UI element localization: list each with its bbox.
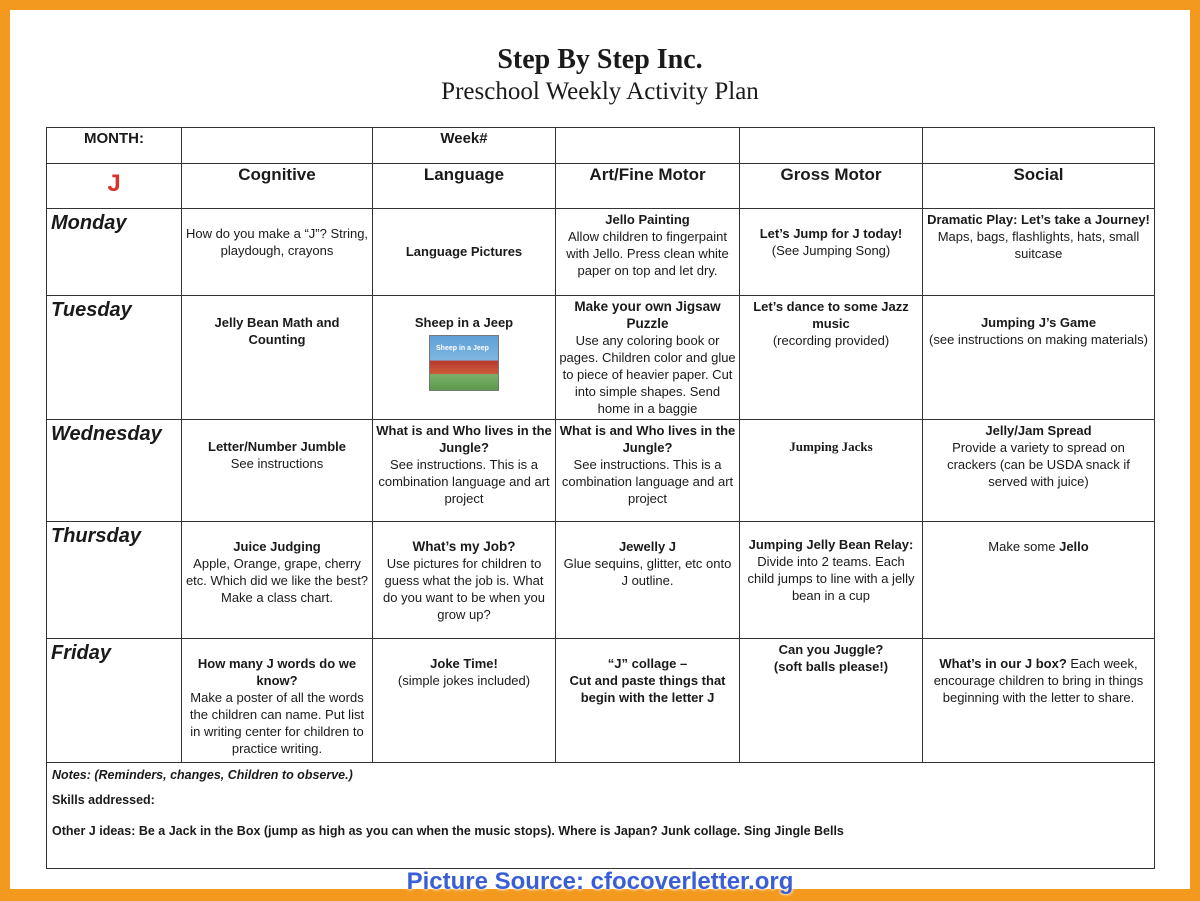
cell-title: “J” collage – bbox=[607, 656, 688, 671]
cell-text: Maps, bags, flashlights, hats, small suitcase bbox=[937, 229, 1140, 261]
blank-cell bbox=[923, 128, 1155, 164]
cell-title: Jumping J’s Game bbox=[980, 315, 1097, 330]
cell-title: Jumping Jelly Bean Relay: bbox=[748, 537, 914, 552]
day-row-monday bbox=[47, 209, 1155, 296]
cell-social bbox=[923, 296, 1155, 420]
cell-text: (see instructions on making materials) bbox=[929, 332, 1148, 347]
cell-text: (simple jokes included) bbox=[397, 673, 531, 688]
page-subtitle: Preschool Weekly Activity Plan bbox=[441, 78, 759, 105]
cell-text: Each week, encourage children to bring in things beginning with the letter to share. bbox=[933, 656, 1144, 705]
month-value-cell bbox=[182, 128, 373, 164]
cell-title: How many J words do we know? bbox=[197, 656, 357, 688]
skills-line: Skills addressed: bbox=[52, 793, 155, 807]
cell-text: Allow children to fingerpaint with Jello. Press clean white paper on top and let dry. bbox=[566, 229, 729, 278]
cell-text: Use any coloring book or pages. Children color and glue to piece of heavier paper. Cut into simple shapes. Send home in a baggie bbox=[559, 333, 736, 416]
cell-text: Glue sequins, glitter, etc onto J outline. bbox=[563, 556, 732, 588]
cell-title: What’s in our J box? bbox=[939, 656, 1067, 671]
cell-title: Let’s Jump for J today! bbox=[759, 226, 903, 241]
notes-row bbox=[47, 763, 1155, 869]
cell-text: (See Jumping Song) bbox=[771, 243, 891, 258]
cell-text: (recording provided) bbox=[772, 333, 890, 348]
cell-social bbox=[923, 420, 1155, 522]
cell-title: Sheep in a Jeep bbox=[414, 315, 514, 330]
cell-cognitive bbox=[182, 639, 373, 763]
other-ideas-line: Other J ideas: Be a Jack in the Box (jump as high as you can when the music stops). Where is Japan? Junk collage. Sing Jingle Bells bbox=[52, 824, 844, 838]
day-row-thursday bbox=[47, 522, 1155, 639]
activity-plan-table bbox=[46, 127, 1155, 869]
cell-text: Use pictures for children to guess what the job is. What do you want to be when you grow up? bbox=[383, 556, 545, 622]
column-header-art: Art/Fine Motor bbox=[556, 164, 740, 209]
cell-art bbox=[556, 209, 740, 296]
column-header-language: Language bbox=[373, 164, 556, 209]
cell-art bbox=[556, 522, 740, 639]
cell-cognitive: Jelly Bean Math and Counting bbox=[182, 296, 373, 420]
cell-text: See instructions. This is a combination language and art project bbox=[378, 457, 550, 506]
book-cover-image bbox=[429, 335, 499, 391]
cell-text: See instructions. This is a combination language and art project bbox=[561, 457, 734, 506]
cell-title: Can you Juggle? bbox=[778, 642, 884, 657]
cell-title: Juice Judging bbox=[233, 539, 321, 554]
cell-cognitive bbox=[182, 420, 373, 522]
blank-cell bbox=[740, 128, 923, 164]
cell-title: Jelly/Jam Spread bbox=[985, 423, 1092, 438]
notes-cell bbox=[47, 763, 1155, 869]
cell-language bbox=[373, 522, 556, 639]
column-header-social: Social bbox=[923, 164, 1155, 209]
day-label: Monday bbox=[47, 209, 182, 296]
cell-art bbox=[556, 420, 740, 522]
cell-gross-motor bbox=[740, 522, 923, 639]
column-header-cognitive: Cognitive bbox=[182, 164, 373, 209]
month-label: MONTH: bbox=[47, 128, 182, 164]
day-label: Friday bbox=[47, 639, 182, 763]
cell-cognitive bbox=[182, 209, 373, 296]
day-row-wednesday bbox=[47, 420, 1155, 522]
cell-art bbox=[556, 296, 740, 420]
cell-language bbox=[373, 639, 556, 763]
cell-language: Language Pictures bbox=[373, 209, 556, 296]
cell-text: How do you make a “J”? String, playdough, crayons bbox=[185, 226, 369, 258]
cell-gross-motor bbox=[740, 639, 923, 763]
cell-title: Jello Painting bbox=[605, 212, 690, 227]
cell-art bbox=[556, 639, 740, 763]
column-header-gross-motor: Gross Motor bbox=[740, 164, 923, 209]
page-title: Step By Step Inc. bbox=[497, 44, 703, 75]
cell-gross-motor bbox=[740, 209, 923, 296]
cell-text: Make a poster of all the words the children can name. Put list in writing center for children to practice writing. bbox=[189, 690, 365, 756]
week-label: Week# bbox=[373, 128, 556, 164]
day-label: Tuesday bbox=[47, 296, 182, 420]
cell-gross-motor: Jumping Jacks bbox=[740, 420, 923, 522]
cell-title: Letter/Number Jumble bbox=[208, 439, 346, 454]
cell-text: Provide a variety to spread on crackers (can be USDA snack if served with juice) bbox=[947, 440, 1130, 489]
cell-title: What’s my Job? bbox=[412, 539, 516, 554]
cell-text: Divide into 2 teams. Each child jumps to line with a jelly bean in a cup bbox=[747, 554, 915, 603]
month-week-row bbox=[47, 128, 1155, 164]
cell-language bbox=[373, 420, 556, 522]
letter-cell bbox=[47, 164, 182, 209]
cell-gross-motor bbox=[740, 296, 923, 420]
book-cover-text: Sheep in a Jeep bbox=[436, 345, 489, 352]
cell-cognitive bbox=[182, 522, 373, 639]
cell-social bbox=[923, 522, 1155, 639]
cell-language bbox=[373, 296, 556, 420]
cell-title: What is and Who lives in the Jungle? bbox=[559, 423, 736, 455]
cell-title: Let’s dance to some Jazz music bbox=[753, 299, 909, 331]
day-row-tuesday bbox=[47, 296, 1155, 420]
cell-text: (soft balls please!) bbox=[773, 659, 889, 674]
cell-text: See instructions bbox=[230, 456, 324, 471]
letter-of-week: J bbox=[107, 170, 121, 197]
cell-title: Make your own Jigsaw Puzzle bbox=[574, 299, 721, 331]
cell-text: Apple, Orange, grape, cherry etc. Which did we like the best? Make a class chart. bbox=[185, 556, 369, 605]
day-label: Wednesday bbox=[47, 420, 182, 522]
column-header-row bbox=[47, 164, 1155, 209]
notes-line: Notes: (Reminders, changes, Children to observe.) bbox=[52, 768, 353, 782]
cell-social bbox=[923, 639, 1155, 763]
day-label: Thursday bbox=[47, 522, 182, 639]
cell-title: What is and Who lives in the Jungle? bbox=[376, 423, 552, 455]
cell-social bbox=[923, 209, 1155, 296]
week-value-cell bbox=[556, 128, 740, 164]
cell-title: Joke Time! bbox=[430, 656, 498, 671]
picture-source-caption: Picture Source: cfocoverletter.org bbox=[406, 868, 794, 895]
day-row-friday bbox=[47, 639, 1155, 763]
cell-text: Cut and paste things that begin with the letter J bbox=[569, 673, 726, 705]
cell-title: Jello bbox=[1059, 539, 1089, 554]
cell-text: Make some bbox=[988, 539, 1056, 554]
cell-title: Jewelly J bbox=[618, 539, 677, 554]
cell-title: Dramatic Play: Let’s take a Journey! bbox=[927, 212, 1150, 227]
